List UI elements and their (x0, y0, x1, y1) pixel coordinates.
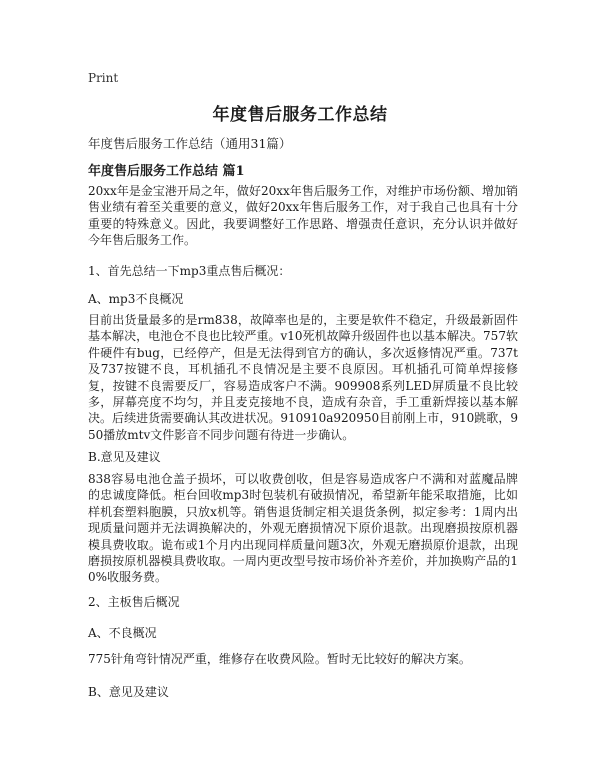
mp3-defects-paragraph: 目前出货量最多的是rm838，故障率也是的，主要是软件不稳定，升级最新固件基本解决，电池仓不良也比较严重。v10死机故障升级固件也以基本解决。757软件硬件有bug，已经停产，但是无法得到官方的确认，多次返修情况严重。737t及737按键不良，耳机插孔不良情况是主要不良原因。耳机插孔可简单焊接修复，按键不良需要反厂，容易造成客户不满。909908系列LED屏质量不良比较多，屏幕亮度不均匀，并且麦克接地不良，造成有杂音，手工重新焊接以基本解决。后续进货需要确认其改进状况。910910a920950目前刚上市，910跳歌，950播放mtv文件影音不同步问题有待进一步确认。 (88, 313, 518, 442)
subsection-suggestions: B.意见及建议 (88, 450, 161, 464)
subsection-motherboard-suggestions: B、意见及建议 (88, 685, 169, 699)
document-title: 年度售后服务工作总结 (212, 105, 388, 125)
subsection-mp3-defects: A、mp3不良概况 (88, 292, 184, 306)
print-label: Print (88, 71, 119, 85)
motherboard-defects-paragraph: 775针角弯针情况严重，维修存在收费风险。暂时无比较好的解决方案。 (88, 652, 471, 666)
document-subtitle: 年度售后服务工作总结（通用31篇） (88, 136, 292, 151)
section-heading: 年度售后服务工作总结 篇1 (88, 164, 245, 179)
section-motherboard-heading: 2、主板售后概况 (88, 595, 180, 609)
intro-paragraph: 20xx年是金宝港开局之年，做好20xx年售后服务工作，对维护市场份额、增加销售业绩有着至关重要的意义，做好20xx年售后服务工作，对于我自己也具有十分重要的特殊意义。因此，我要调整好工作思路、增强责任意识，充分认识并做好今年售后服务工作。 (88, 184, 518, 248)
suggestions-paragraph: 838容易电池仓盖子损坏，可以收费创收，但是容易造成客户不满和对蓝魔品牌的忠诚度降低。柜台回收mp3时包装机有破损情况，希望新年能采取措施，比如样机套塑料胞膜，只放x机等。销售退货制定相关退货条例，拟定参考：1周内出现质量问题并无法调换解决的，外观无磨损情况下原价退款。出现磨损按原机器模具费收取。诡布或1个月内出现同样质量问题3次，外观无磨损原价退款，出现磨损按原机器模具费收取。一周内更改型号按市场价补齐差价，并加换购产品的10%收服务费。 (88, 472, 518, 585)
section-mp3-heading: 1、首先总结一下mp3重点售后概况： (88, 264, 291, 278)
subsection-motherboard-defects: A、不良概况 (88, 626, 157, 640)
